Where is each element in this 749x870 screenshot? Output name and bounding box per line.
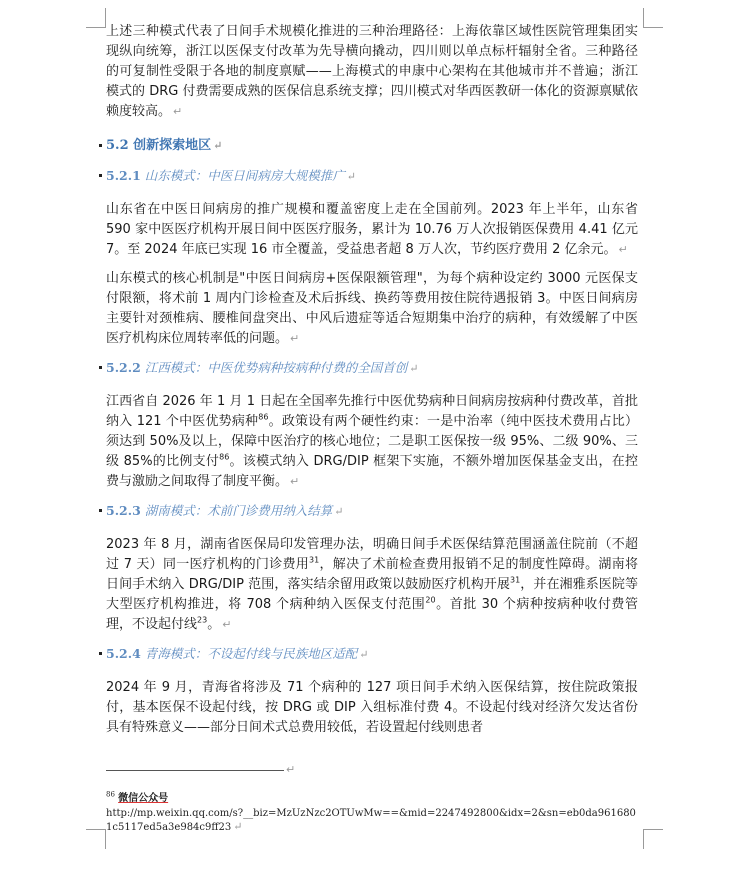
heading-5-2-4 xyxy=(106,644,638,665)
paragraph-hunan xyxy=(106,535,638,635)
footnote-separator xyxy=(106,770,284,771)
paragraph-intro xyxy=(106,22,638,126)
paragraph-text: 山东模式的核心机制是"中医日间病房+医保限额管理"，为每个病种设定约 3000 元医保支付限额，将术前 1 周内门诊检查及术后拆线、换药等费用按住院待遇报销 3。中医日间病房主要针对颈椎病、腰椎间盘突出、中风后遗症等适合短期集中治疗的病种，有效缓解了中医医疗机构床位周转率低的问题。 xyxy=(106,271,638,346)
heading-number: 5.2.1 xyxy=(106,168,141,183)
heading-bullet xyxy=(99,509,102,512)
heading-text: 江西模式：中医优势病种按病种付费的全国首创 xyxy=(144,360,408,375)
footnote-url[interactable] xyxy=(106,807,638,834)
footnote-ref[interactable]: 23 xyxy=(197,615,208,625)
footnote-ref[interactable]: 31 xyxy=(309,555,320,565)
paragraph-text: 江西省自 2026 年 1 月 1 日起在全国率先推行中医优势病种日间病房按病种付费改革，首批纳入 121 个中医优势病种 xyxy=(106,394,638,429)
paragraph-mark: ↵ xyxy=(233,820,243,833)
paragraph-mark: ↵ xyxy=(222,618,232,631)
footnote-ref[interactable]: 20 xyxy=(425,595,436,605)
heading-text: 青海模式：不设起付线与民族地区适配 xyxy=(144,646,358,661)
paragraph-jiangxi xyxy=(106,392,638,492)
heading-bullet xyxy=(99,652,102,655)
footnote-ref[interactable]: 86 xyxy=(219,452,230,462)
crop-mark-top-right-v xyxy=(643,8,644,28)
paragraph-text: ，解决了术前检查费用报销不足的制度性障碍。湖南将日间手术纳入 DRG/DIP 范围，落实结余留用政策以鼓励医疗机构开展 xyxy=(106,557,638,592)
paragraph-shandong-1 xyxy=(106,200,638,260)
footnote-number: 86 xyxy=(106,790,115,799)
paragraph-text: 。首批 30 个病种按病种收付费管理，不设起付线 xyxy=(106,597,639,632)
paragraph-text: 。政策设有两个硬性约束：一是中治率（纯中医技术费用占比）须达到 50%及以上，保障中医治疗的核心地位；二是职工医保按一级 95%、二级 90%、三级 85%的比例支付 xyxy=(106,414,638,469)
paragraph-mark: ↵ xyxy=(290,332,300,345)
heading-number: 5.2.2 xyxy=(106,360,141,375)
crop-mark-bottom-right-v xyxy=(643,829,644,849)
crop-mark-bottom-left-h xyxy=(86,829,106,830)
paragraph-mark: ↵ xyxy=(359,648,369,661)
paragraph-text: ，并在湘雅系医院等大型医疗机构推进，将 708 个病种纳入医保支付范围 xyxy=(106,577,638,612)
paragraph-qinghai xyxy=(106,678,638,738)
crop-mark-top-right-h xyxy=(643,27,663,28)
paragraph-text: 2023 年 8 月，湖南省医保局印发管理办法，明确日间手术医保结算范围涵盖住院前（不超过 7 天）同一医疗机构的门诊费用 xyxy=(106,537,638,572)
paragraph-mark: ↵ xyxy=(286,763,296,776)
document-body xyxy=(106,22,638,738)
paragraph-mark: ↵ xyxy=(213,139,223,152)
paragraph-shandong-2 xyxy=(106,269,638,349)
footnote-ref[interactable]: 86 xyxy=(258,412,269,422)
footnote-url-text[interactable]: http://mp.weixin.qq.com/s?__biz=MzUzNzc2OTUwMw==&mid=2247492800&idx=2&sn=eb0da9616801c5117ed5a3e984c9ff23 xyxy=(106,808,636,833)
paragraph-mark: ↵ xyxy=(334,505,344,518)
footnote-line-1 xyxy=(106,792,638,805)
footnote-label: 微信公众号 xyxy=(118,793,169,804)
heading-5-2-3 xyxy=(106,501,638,522)
heading-bullet xyxy=(99,174,102,177)
heading-number: 5.2.3 xyxy=(106,503,141,518)
paragraph-mark: ↵ xyxy=(290,475,300,488)
paragraph-mark: ↵ xyxy=(618,243,628,256)
heading-5-2-2 xyxy=(106,358,638,379)
heading-bullet xyxy=(99,144,102,147)
heading-bullet xyxy=(99,366,102,369)
footnote xyxy=(106,792,638,834)
heading-text: 5.2 创新探索地区 xyxy=(106,138,212,153)
paragraph-mark: ↵ xyxy=(173,105,183,118)
paragraph-text: 。 xyxy=(207,617,221,632)
heading-text: 湖南模式：术前门诊费用纳入结算 xyxy=(144,503,333,518)
paragraph-text: 上述三种模式代表了日间手术规模化推进的三种治理路径：上海依靠区域性医院管理集团实现纵向统筹，浙江以医保支付改革为先导横向撬动，四川则以单点标杆辐射全省。三种路径的可复制性受限于各地的制度禀赋——上海模式的申康中心架构在其他城市并不普遍；浙江模式的 DRG 付费需要成熟的医保信息系统支撑；四川模式对华西医教研一体化的资源禀赋依赖度较高。 xyxy=(106,24,638,119)
heading-text: 山东模式：中医日间病房大规模推广 xyxy=(144,168,345,183)
paragraph-mark: ↵ xyxy=(346,170,357,183)
footnote-ref[interactable]: 31 xyxy=(509,575,521,585)
paragraph-text: 2024 年 9 月，青海省将涉及 71 个病种的 127 项日间手术纳入医保结算，按住院政策报付，基本医保不设起付线，按 DRG 或 DIP 入组标准付费 4。不设起付线对经济欠发达省份具有特殊意义——部分日间术式总费用较低，若设置起付线则患者 xyxy=(106,680,638,735)
heading-5-2-1 xyxy=(106,166,638,187)
heading-number: 5.2.4 xyxy=(106,646,141,661)
paragraph-mark: ↵ xyxy=(409,362,419,375)
crop-mark-bottom-right-h xyxy=(643,829,663,830)
paragraph-text: 山东省在中医日间病房的推广规模和覆盖密度上走在全国前列。2023 年上半年，山东省 590 家中医医疗机构开展日间中医医疗服务，累计为 10.76 万人次报销医保费用 4.41 亿元 7。至 2024 年底已实现 16 市全覆盖，受益患者超 8 万人次，节约医疗费用 2 亿余元。 xyxy=(106,202,638,257)
paragraph-text: 。该模式纳入 DRG/DIP 框架下实施，不额外增加医保基金支出，在控费与激励之间取得了制度平衡。 xyxy=(106,454,638,489)
heading-5-2 xyxy=(106,136,638,156)
crop-mark-top-left-h xyxy=(86,27,106,28)
